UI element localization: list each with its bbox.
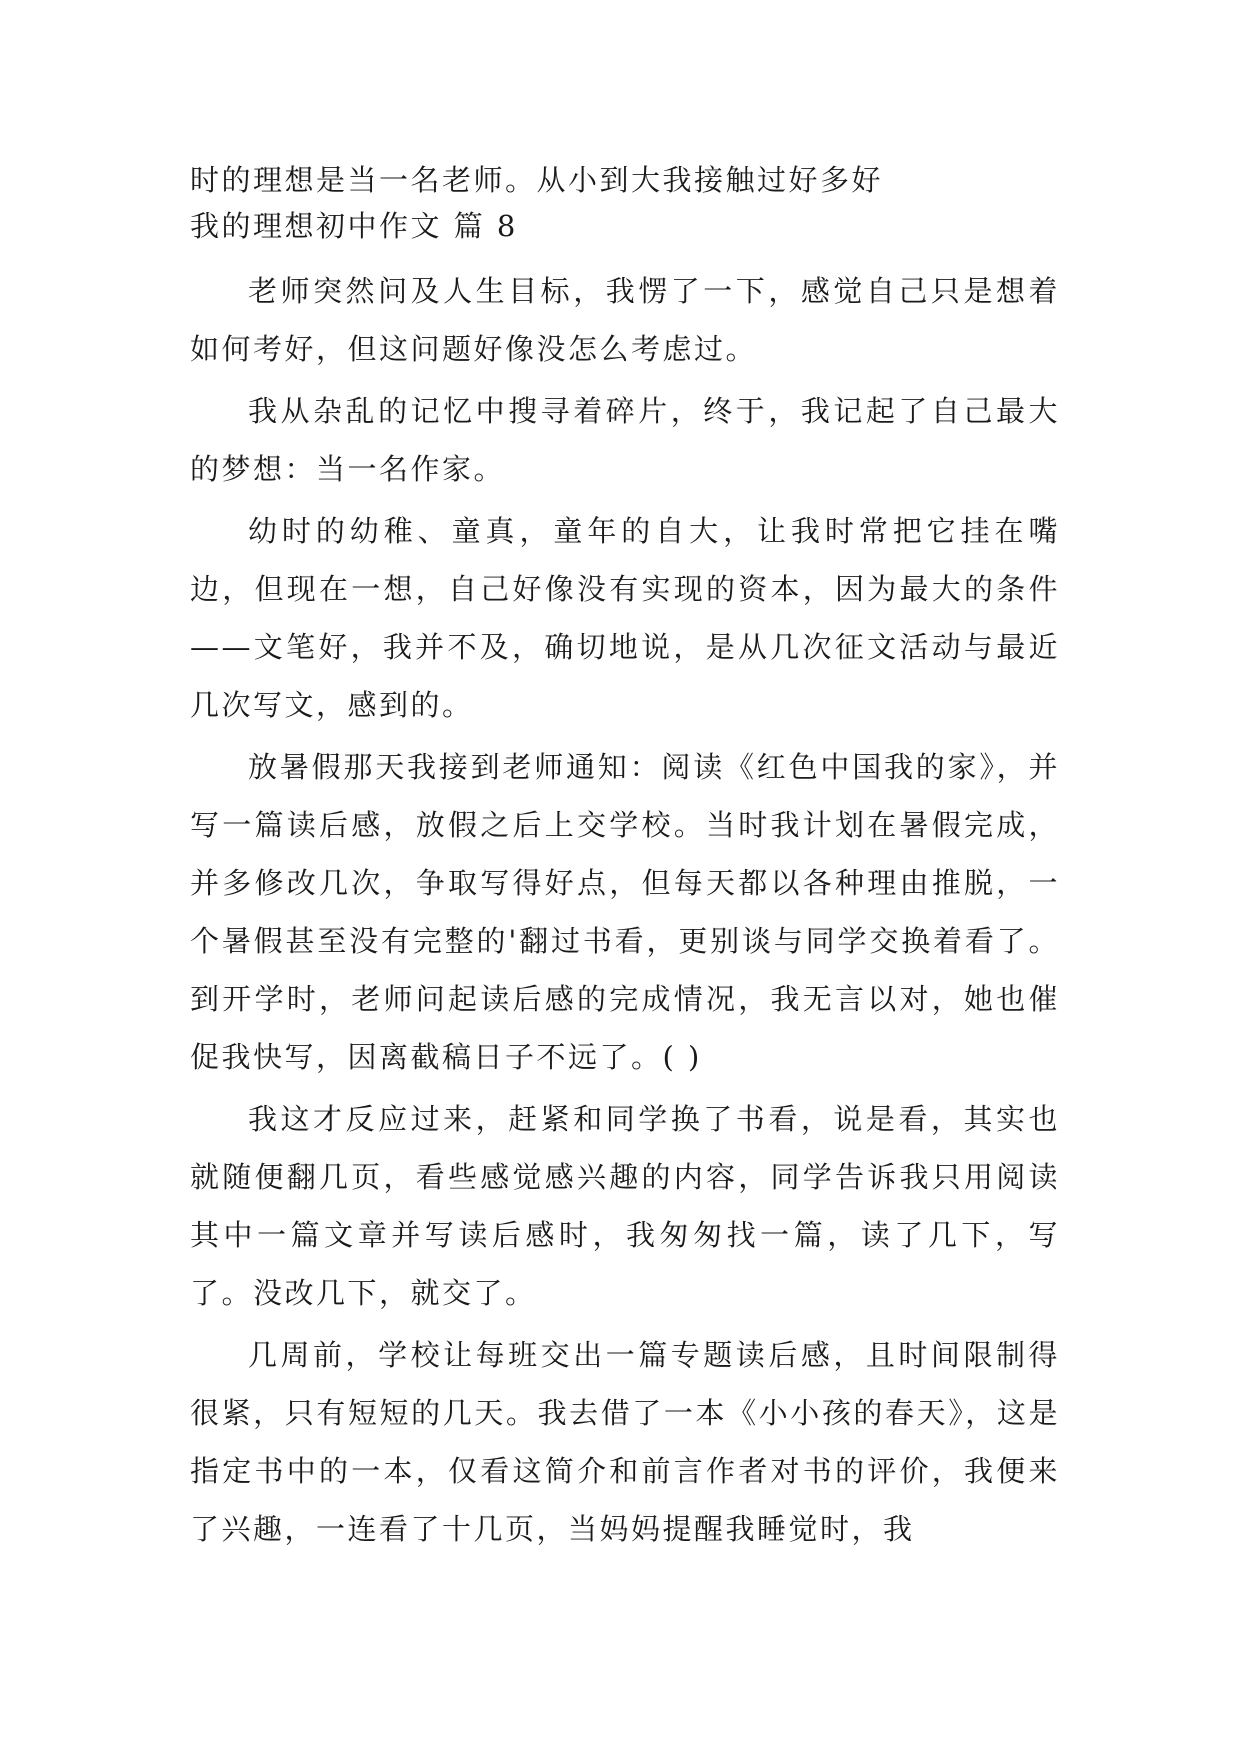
paragraph-2: 我从杂乱的记忆中搜寻着碎片，终于，我记起了自己最大的梦想：当一名作家。 [190,394,1060,486]
continued-text-line: 时的理想是当一名老师。从小到大我接触过好多好 [190,163,884,197]
paragraph-1: 老师突然问及人生目标，我愣了一下，感觉自己只是想着如何考好，但这问题好像没怎么考虑过。 [190,274,1060,366]
paragraph-5: 我这才反应过来，赶紧和同学换了书看，说是看，其实也就随便翻几页，看些感觉感兴趣的内容，同学告诉我只用阅读其中一篇文章并写读后感时，我匆匆找一篇，读了几下，写了。没改几下，就交了。 [190,1102,1060,1310]
section-heading: 我的理想初中作文 篇 8 [190,209,518,243]
paragraph-3: 幼时的幼稚、童真，童年的自大，让我时常把它挂在嘴边，但现在一想，自己好像没有实现的资本，因为最大的条件——文笔好，我并不及，确切地说，是从几次征文活动与最近几次写文，感到的。 [190,514,1060,722]
paragraph-6: 几周前，学校让每班交出一篇专题读后感，且时间限制得很紧，只有短短的几天。我去借了一本《小小孩的春天》，这是指定书中的一本，仅看这简介和前言作者对书的评价，我便来了兴趣，一连看了十几页，当妈妈提醒我睡觉时，我 [190,1338,1060,1546]
document-body [190,158,1060,1562]
paragraph-4: 放暑假那天我接到老师通知：阅读《红色中国我的家》，并写一篇读后感，放假之后上交学校。当时我计划在暑假完成，并多修改几次，争取写得好点，但每天都以各种理由推脱，一个暑假甚至没有完整的'翻过书看，更别谈与同学交换着看了。到开学时，老师问起读后感的完成情况，我无言以对，她也催促我快写，因离截稿日子不远了。( ) [190,750,1060,1074]
